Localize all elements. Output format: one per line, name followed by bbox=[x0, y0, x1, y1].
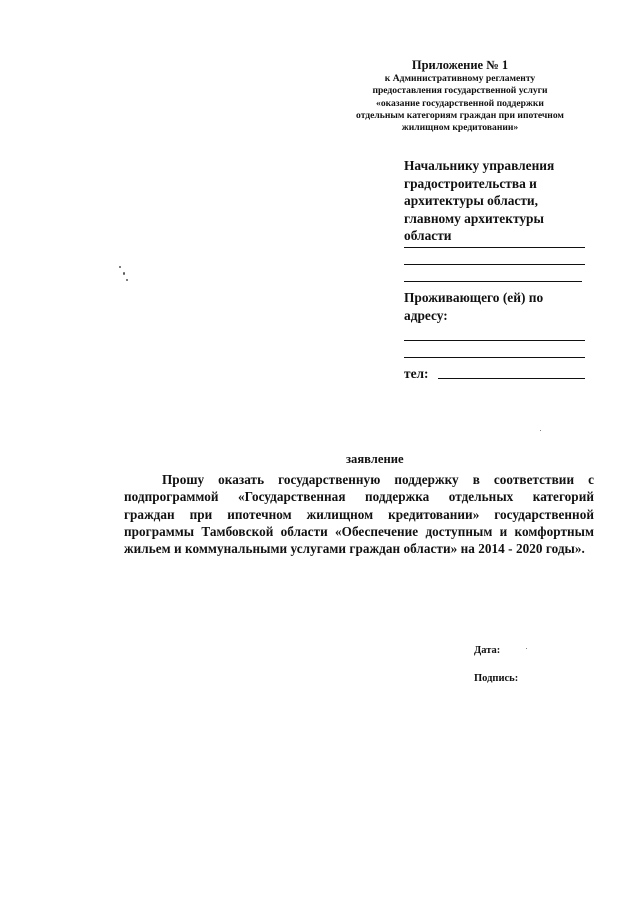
addressee-line: главному архитектуры bbox=[404, 210, 544, 226]
tel-field[interactable] bbox=[438, 378, 585, 379]
scan-speck bbox=[526, 648, 527, 649]
applicant-name-field[interactable] bbox=[404, 281, 582, 282]
scan-speck bbox=[540, 430, 541, 431]
appendix-line: предоставления государственной услуги bbox=[372, 85, 548, 97]
date-label: Дата: bbox=[474, 645, 501, 656]
addressee-line: градостроительства и bbox=[404, 175, 537, 191]
appendix-line: к Административному регламенту bbox=[384, 73, 536, 84]
tel-label: тел: bbox=[404, 366, 429, 381]
addressee-line: Начальнику управления bbox=[404, 158, 555, 173]
statement-line: подпрограммой «Государственная поддержка отдельных категорий bbox=[124, 489, 594, 505]
appendix-line: жилищном кредитовании» bbox=[401, 122, 519, 134]
statement-line: жильем и коммунальными услугами граждан области» на 2014 - 2020 годы». bbox=[124, 541, 585, 557]
appendix-line: отдельным категориям граждан при ипотечном bbox=[356, 109, 564, 121]
applicant-name-field[interactable] bbox=[404, 264, 585, 265]
statement-line: Прошу оказать государственную поддержку в соответствии с bbox=[162, 472, 594, 487]
addressee-line: архитектуры области, bbox=[404, 193, 538, 209]
statement-heading: заявление bbox=[346, 452, 404, 466]
address-field[interactable] bbox=[404, 340, 585, 341]
scan-speck bbox=[119, 266, 121, 268]
statement-line: программы Тамбовской области «Обеспечение доступным и комфортным bbox=[124, 523, 594, 539]
scan-speck bbox=[123, 272, 125, 275]
addressee-block bbox=[404, 157, 604, 245]
appendix-line: «оказание государственной поддержки bbox=[376, 97, 544, 109]
addressee-line: области bbox=[404, 228, 452, 244]
resident-line: Проживающего (ей) по bbox=[404, 290, 544, 305]
statement-line: граждан при ипотечном жилищном кредитовании» государственной bbox=[124, 506, 594, 522]
scan-speck bbox=[126, 279, 128, 281]
appendix-title: Приложение № 1 bbox=[411, 58, 509, 72]
resident-block bbox=[404, 289, 594, 324]
statement-body bbox=[124, 471, 594, 557]
appendix-header bbox=[330, 58, 590, 134]
applicant-name-field[interactable] bbox=[404, 247, 585, 248]
signature-label: Подпись: bbox=[474, 673, 519, 684]
resident-line: адресу: bbox=[404, 307, 448, 323]
address-field[interactable] bbox=[404, 357, 585, 358]
